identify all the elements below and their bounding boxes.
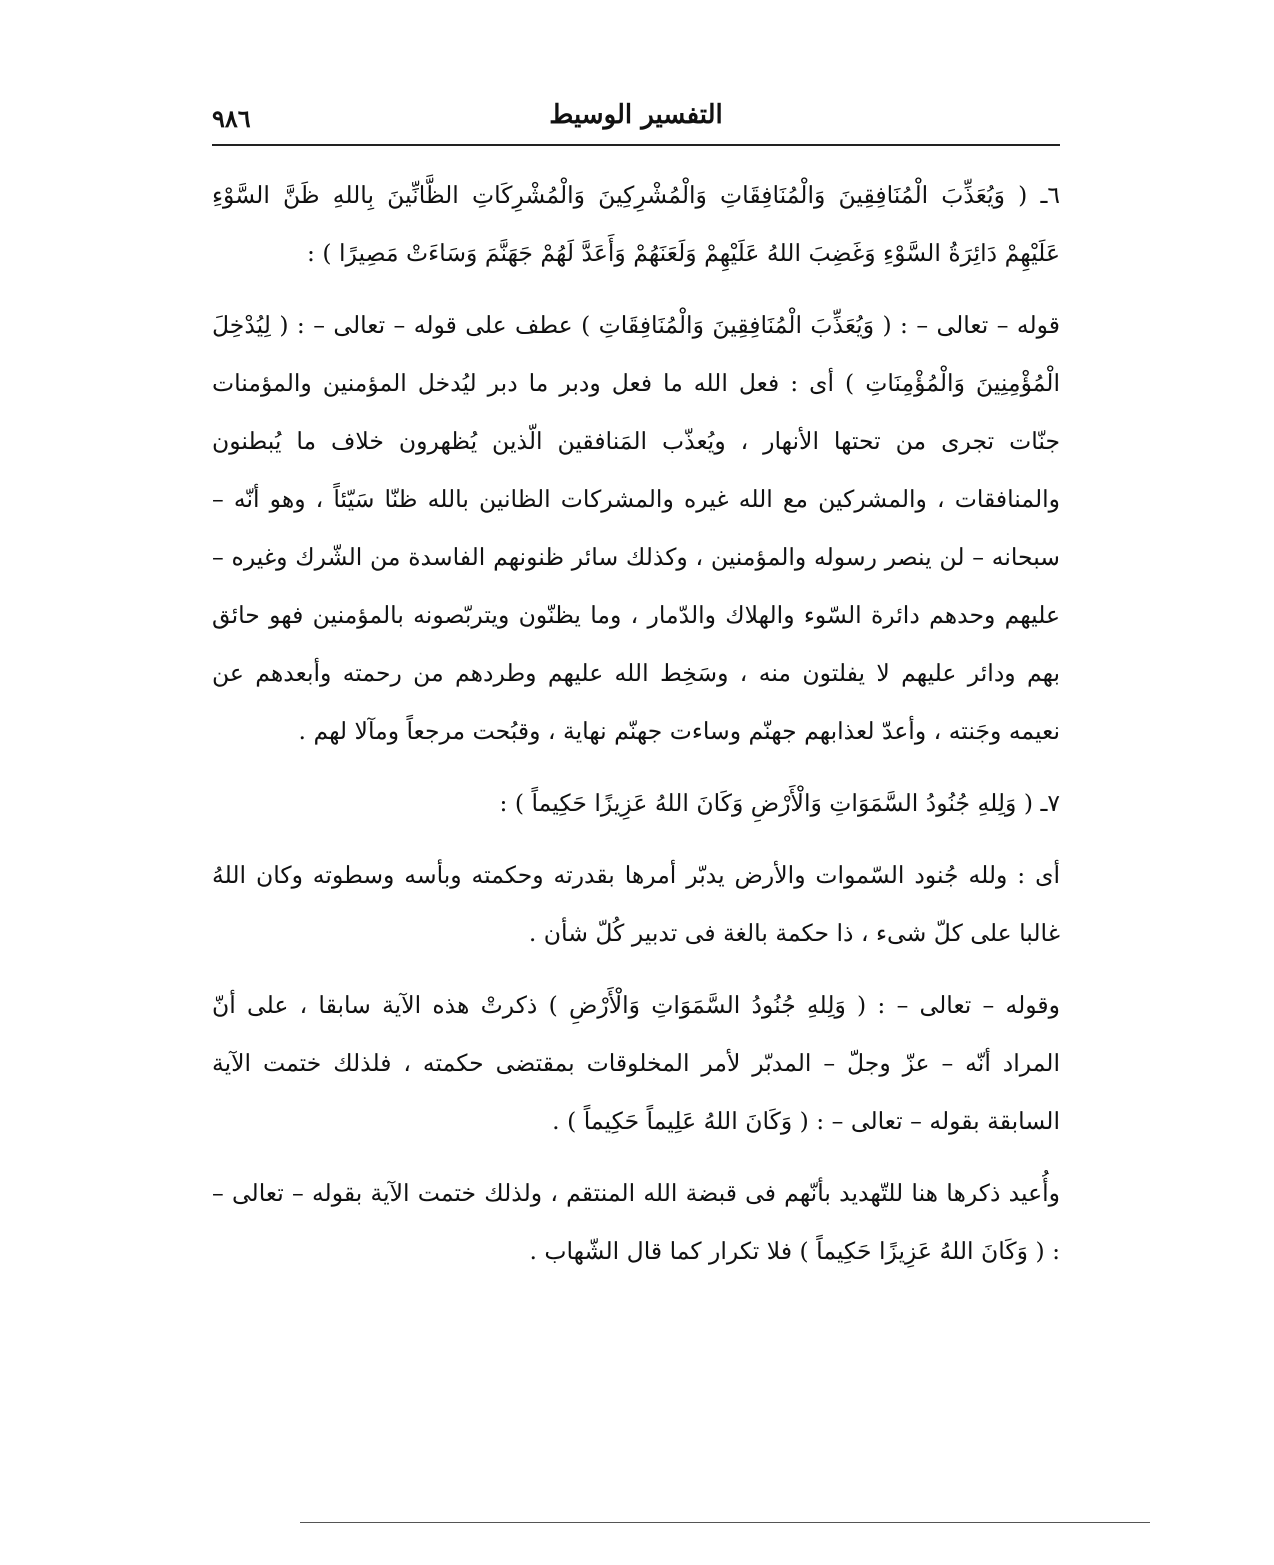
commentary-paragraph-3: وقوله – تعالى – : ( وَلِلهِ جُنُودُ السَّمَوَاتِ وَالْأَرْضِ ) ذكرتْ هذه الآية سابقا ، على أنّ المراد أنّه – عزّ وجلّ – المدبّر لأمر المخلوقات بمقتضى حكمته ، فلذلك ختمت الآية السابقة بقوله – تعالى – : ( وَكَانَ اللهُ عَلِيماً حَكِيماً ) . (212, 991, 1060, 1135)
page-number: ٩٨٦ (212, 104, 251, 133)
body-text (212, 166, 1060, 1280)
commentary-paragraph-1: قوله – تعالى – : ( وَيُعَذِّبَ الْمُنَافِقِينَ وَالْمُنَافِقَاتِ ) عطف على قوله – تعالى – : ( لِيُدْخِلَ الْمُؤْمِنِينَ وَالْمُؤْمِنَاتِ ) أى : فعل الله ما فعل ودبر ما دبر ليُدخل المؤمنين والمؤمنات جنّات تجرى من تحتها الأنهار ، ويُعذّب المَنافقين الّذين يُظهرون خلاف ما يُبطنون والمنافقات ، والمشركين مع الله غيره والمشركات الظانين بالله ظنّا سَيّئاً ، وهو أنّه – سبحانه – لن ينصر رسوله والمؤمنين ، وكذلك سائر ظنونهم الفاسدة من الشّرك وغيره – عليهم وحدهم دائرة السّوء والهلاك والدّمار ، وما يظنّون ويتربّصونه بالمؤمنين فهو حائق بهم ودائر عليهم لا يفلتون منه ، وسَخِط الله عليهم وطردهم من رحمته وأبعدهم عن نعيمه وجَنته ، وأعدّ لعذابهم جهنّم وساءت جهنّم نهاية ، وقبُحت مرجعاً ومآلا لهم . (212, 311, 1060, 745)
verse-7-paragraph: ٧ـ ( وَلِلهِ جُنُودُ السَّمَوَاتِ وَالْأَرْضِ وَكَانَ اللهُ عَزِيزًا حَكِيماً ) : (499, 789, 1060, 817)
verse-6-paragraph: ٦ـ ( وَيُعَذِّبَ الْمُنَافِقِينَ وَالْمُنَافِقَاتِ وَالْمُشْرِكِينَ وَالْمُشْرِكَاتِ الظَّانِّينَ بِاللهِ ظَنَّ السَّوْءِ عَلَيْهِمْ دَائِرَةُ السَّوْءِ وَغَضِبَ اللهُ عَلَيْهِمْ وَلَعَنَهُمْ وَأَعَدَّ لَهُمْ جَهَنَّمَ وَسَاءَتْ مَصِيرًا ) : (212, 181, 1060, 267)
header-divider (212, 144, 1060, 146)
commentary-paragraph-2: أى : ولله جُنود السّموات والأرض يدبّر أمرها بقدرته وحكمته وبأسه وسطوته وكان اللهُ غالبا على كلّ شىء ، ذا حكمة بالغة فى تدبير كُلّ شأن . (212, 861, 1060, 947)
footer-divider (300, 1522, 1150, 1523)
commentary-paragraph-4: وأُعيد ذكرها هنا للتّهديد بأنّهم فى قبضة الله المنتقم ، ولذلك ختمت الآية بقوله – تعالى – : ( وَكَانَ اللهُ عَزِيزًا حَكِيماً ) فلا تكرار كما قال الشّهاب . (212, 1179, 1060, 1265)
running-title: التفسير الوسيط (549, 100, 723, 130)
page-header (212, 96, 1060, 136)
